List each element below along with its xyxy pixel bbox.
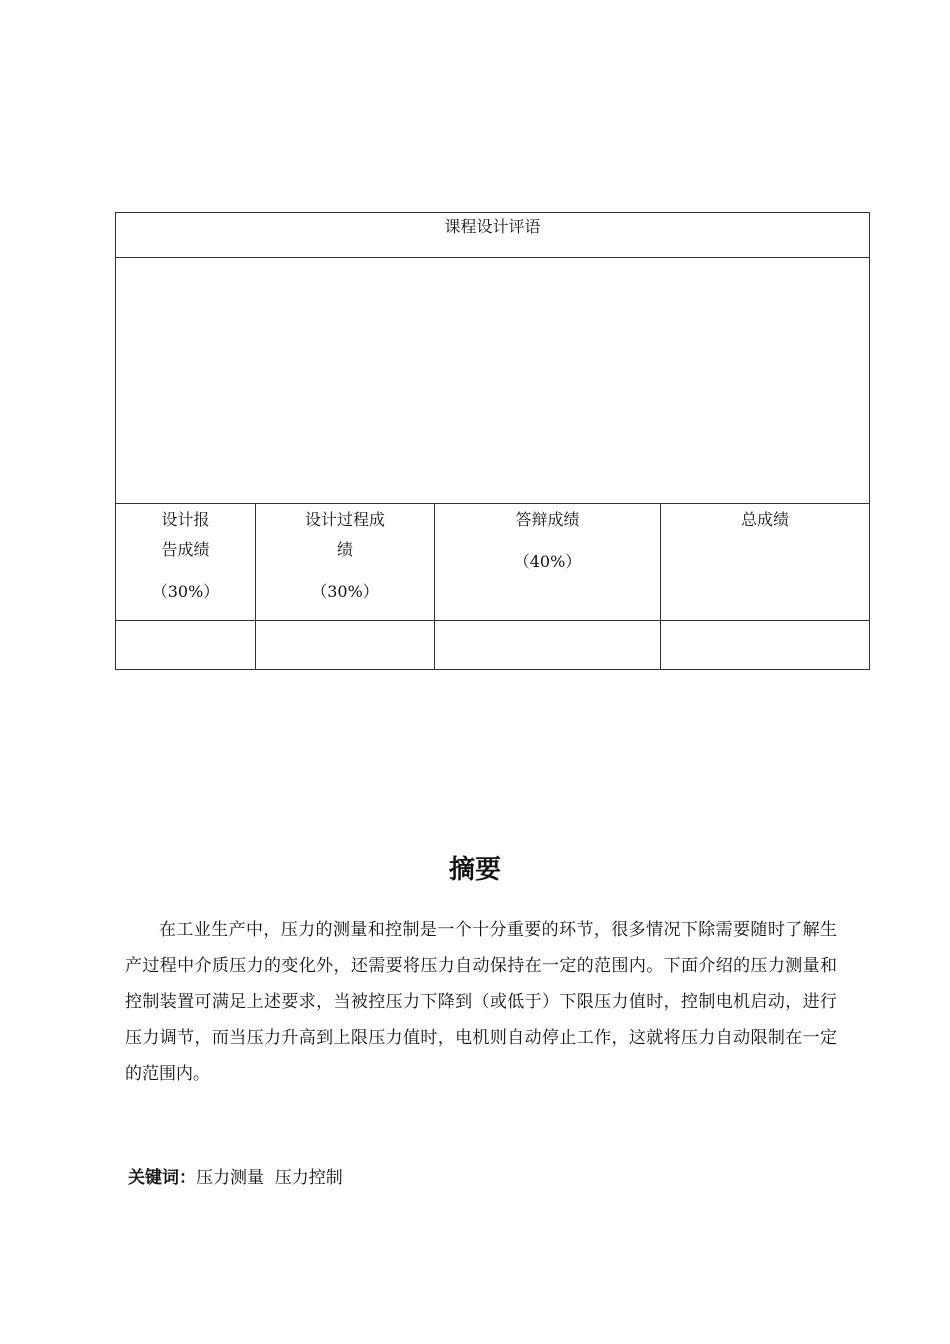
header-line: 绩 [336, 540, 353, 559]
header-percent: （30%） [151, 582, 220, 601]
evaluation-title: 课程设计评语 [444, 217, 541, 236]
header-line: 设计报 [161, 510, 210, 529]
header-total-score [661, 504, 870, 621]
course-evaluation-table [115, 212, 870, 670]
score-defense-cell [435, 621, 661, 670]
score-total-cell [661, 621, 870, 670]
header-line: 告成绩 [161, 540, 210, 559]
keywords-line [128, 1164, 343, 1192]
header-line: 设计过程成 [304, 510, 385, 529]
header-defense-score [435, 504, 661, 621]
header-report-score [116, 504, 256, 621]
keywords-value: 压力测量 压力控制 [196, 1168, 343, 1188]
score-header-row [116, 504, 870, 621]
evaluation-title-cell [116, 213, 870, 258]
header-line: 总成绩 [741, 510, 790, 529]
evaluation-comment-area [116, 258, 870, 504]
header-line: 答辩成绩 [515, 510, 580, 529]
header-process-score [256, 504, 435, 621]
abstract-title: 摘要 [448, 855, 501, 885]
abstract-body: 在工业生产中，压力的测量和控制是一个十分重要的环节，很多情况下除需要随时了解生产过程中介质压力的变化外，还需要将压力自动保持在一定的范围内。下面介绍的压力测量和控制装置可满足上述要求，当被控压力下降到（或低于）下限压力值时，控制电机启动，进行压力调节，而当压力升高到上限压力值时，电机则自动停止工作，这就将压力自动限制在一定的范围内。 [125, 920, 837, 1084]
score-report-cell [116, 621, 256, 670]
header-percent: （30%） [311, 582, 379, 601]
score-process-cell [256, 621, 435, 670]
score-value-row [116, 621, 870, 670]
header-percent: （40%） [513, 552, 582, 571]
keywords-label: 关键词： [128, 1168, 196, 1188]
